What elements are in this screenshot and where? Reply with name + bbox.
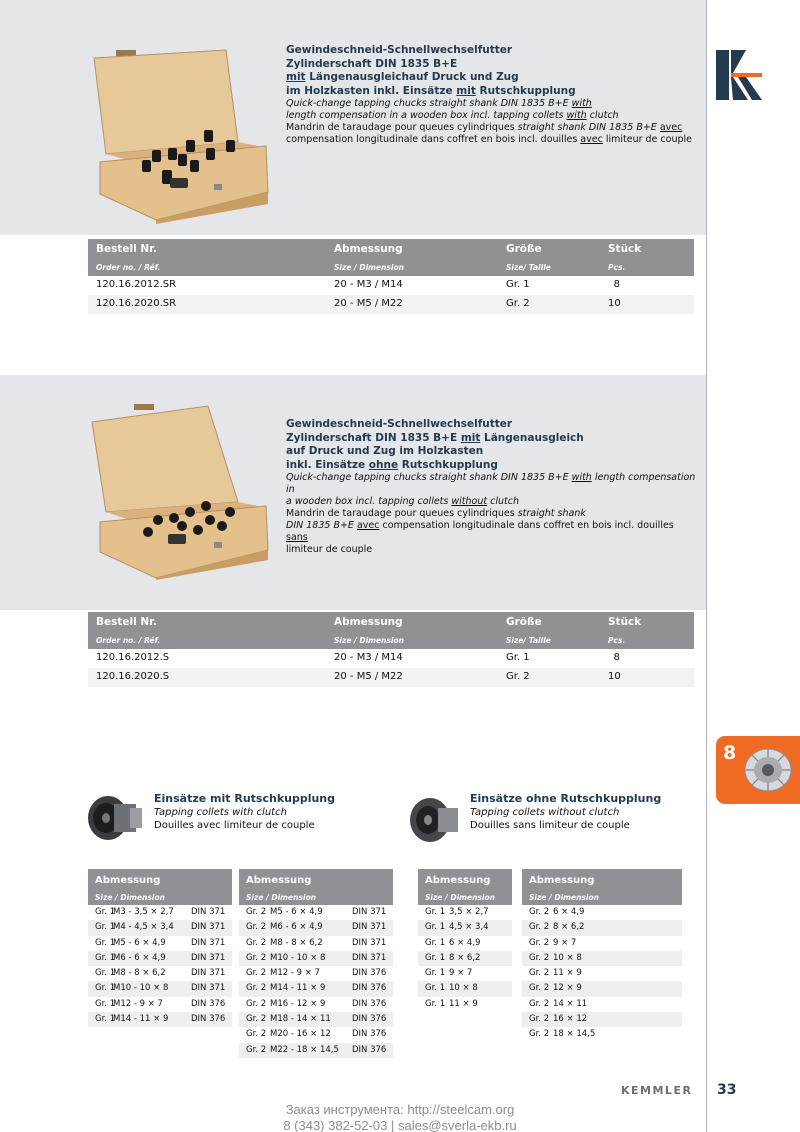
size-group: Gr. 2 bbox=[506, 298, 530, 309]
subheader-dimension: Size / Dimension bbox=[425, 893, 495, 902]
wooden-box-with-clutch-image bbox=[86, 44, 272, 224]
din-standard: DIN 376 bbox=[352, 983, 387, 994]
dimension: 10 × 8 bbox=[553, 952, 582, 963]
din-standard: DIN 371 bbox=[191, 922, 226, 933]
subheader-dimension: Size / Dimension bbox=[334, 263, 404, 272]
product2-title-mit: mit bbox=[460, 431, 481, 444]
product1-title-line4a: im Holzkasten inkl. Einsätze bbox=[286, 84, 457, 97]
product2-title-line4b: Rutschkupplung bbox=[398, 458, 498, 471]
table-row bbox=[88, 966, 232, 981]
size-group: Gr. 1 bbox=[425, 998, 446, 1009]
product1-en-with: with bbox=[571, 98, 592, 109]
size-group: Gr. 2 bbox=[246, 1044, 267, 1055]
product2-title-line4a: inkl. Einsätze bbox=[286, 458, 369, 471]
order-number: 120.16.2012.SR bbox=[96, 279, 177, 290]
product1-fr-line1-italic: straight shank DIN 1835 B+E bbox=[517, 122, 660, 133]
header-order-no: Bestell Nr. bbox=[96, 243, 157, 255]
dimension: 18 × 14,5 bbox=[553, 1029, 596, 1040]
product1-description bbox=[286, 44, 696, 146]
table-row bbox=[88, 1012, 232, 1027]
product2-fr-avec: avec bbox=[356, 520, 380, 531]
contact-phone-email-line[interactable]: 8 (343) 382-52-03 | sales@sverla-ekb.ru bbox=[283, 1118, 517, 1132]
header-size: Größe bbox=[506, 243, 542, 255]
table-row bbox=[418, 936, 512, 951]
product1-en-line2b: clutch bbox=[586, 110, 619, 121]
dimension: M5 - 6 × 4,9 bbox=[113, 937, 166, 948]
din-standard: DIN 371 bbox=[191, 937, 226, 948]
product2-title-line2b: Längenausgleich bbox=[480, 431, 584, 444]
product1-title-line4-mit: mit bbox=[456, 84, 476, 97]
product2-title-line3: auf Druck und Zug im Holzkasten bbox=[286, 445, 484, 457]
collet-table-header bbox=[418, 869, 512, 905]
product1-en-with2: with bbox=[566, 110, 587, 121]
din-standard: DIN 371 bbox=[191, 968, 226, 979]
size-group: Gr. 2 bbox=[529, 907, 550, 917]
product2-fr-line1-italic: straight shank bbox=[517, 508, 586, 519]
table-row bbox=[522, 1027, 682, 1042]
header-pieces: Stück bbox=[608, 616, 642, 628]
product2-title-line2a: Zylinderschaft DIN 1835 B+E bbox=[286, 431, 461, 444]
size-group: Gr. 2 bbox=[246, 1029, 267, 1040]
product2-en-line1b: length compensation in bbox=[286, 472, 696, 495]
header-dimension: Abmessung bbox=[246, 875, 312, 886]
dimension: 10 × 8 bbox=[449, 983, 478, 994]
header-pieces: Stück bbox=[608, 243, 642, 255]
table-row bbox=[418, 997, 512, 1012]
table-row bbox=[239, 1012, 393, 1027]
dimension: M16 - 12 × 9 bbox=[270, 998, 326, 1009]
table-row bbox=[88, 276, 694, 295]
page-margin-line bbox=[706, 0, 707, 1132]
dimension: M8 - 8 × 6,2 bbox=[270, 937, 323, 948]
contact-order-line[interactable]: Заказ инструмента: http://steelcam.org bbox=[285, 1102, 515, 1117]
collet-icon bbox=[742, 745, 794, 795]
table-row bbox=[522, 920, 682, 935]
collet-table-with-clutch-gr2 bbox=[239, 869, 393, 1058]
dimension: 8 × 6,2 bbox=[553, 922, 585, 933]
collet-table-without-clutch-gr2 bbox=[522, 869, 682, 1043]
dimension: M3 - 3,5 × 2,7 bbox=[113, 907, 174, 917]
table-row bbox=[418, 981, 512, 996]
dimension: 6 × 4,9 bbox=[449, 937, 481, 948]
insert-with-clutch-text bbox=[154, 792, 335, 832]
din-standard: DIN 371 bbox=[191, 907, 226, 917]
header-dimension: Abmessung bbox=[425, 875, 491, 886]
table-row bbox=[239, 920, 393, 935]
subheader-size: Size/ Taille bbox=[506, 636, 551, 645]
table-row bbox=[88, 295, 694, 314]
din-standard: DIN 376 bbox=[191, 998, 226, 1009]
product1-title-line4b: Rutschkupplung bbox=[475, 84, 576, 97]
table-row bbox=[239, 981, 393, 996]
pieces: 8 bbox=[613, 652, 620, 663]
order-number: 120.16.2020.SR bbox=[96, 298, 177, 309]
dimension: M14 - 11 × 9 bbox=[113, 1014, 169, 1025]
product1-title-line1: Gewindeschneid-Schnellwechselfutter bbox=[286, 44, 513, 56]
size-group: Gr. 2 bbox=[529, 983, 550, 994]
size-group: Gr. 2 bbox=[529, 1014, 550, 1025]
product2-fr-line1: Mandrin de taraudage pour queues cylindriques bbox=[286, 508, 518, 519]
size-group: Gr. 2 bbox=[529, 937, 550, 948]
table-row bbox=[88, 997, 232, 1012]
table-row bbox=[418, 951, 512, 966]
dimension: 20 - M3 / M14 bbox=[334, 652, 403, 663]
din-standard: DIN 371 bbox=[352, 937, 387, 948]
product1-title-mit: mit bbox=[286, 71, 306, 83]
kemmler-logo-icon bbox=[716, 50, 762, 100]
product1-en-line1: Quick-change tapping chucks straight shank DIN 1835 B+E bbox=[286, 98, 572, 109]
dimension: 9 × 7 bbox=[449, 968, 473, 979]
dimension: 6 × 4,9 bbox=[553, 907, 585, 917]
dimension: 8 × 6,2 bbox=[449, 952, 481, 963]
size-group: Gr. 2 bbox=[529, 968, 550, 979]
dimension: M12 - 9 × 7 bbox=[113, 998, 163, 1009]
product1-fr-line1: Mandrin de taraudage pour queues cylindriques bbox=[286, 122, 518, 133]
header-dimension: Abmessung bbox=[334, 616, 403, 628]
product1-fr-avec: avec bbox=[659, 122, 683, 133]
product2-en-line2: a wooden box incl. tapping collets bbox=[286, 496, 452, 507]
dimension: 20 - M5 / M22 bbox=[334, 671, 403, 682]
table-row bbox=[522, 1012, 682, 1027]
product2-en-line2b: clutch bbox=[487, 496, 519, 507]
din-standard: DIN 376 bbox=[352, 1029, 387, 1040]
page-number: 33 bbox=[717, 1082, 737, 1098]
dimension: M22 - 18 × 14,5 bbox=[270, 1044, 339, 1055]
dimension: 14 × 11 bbox=[553, 998, 588, 1009]
brand-name: KEMMLER bbox=[621, 1084, 693, 1097]
product2-title-ohne: ohne bbox=[368, 458, 399, 471]
din-standard: DIN 376 bbox=[191, 1014, 226, 1025]
subheader-size: Size/ Taille bbox=[506, 263, 551, 272]
size-group: Gr. 2 bbox=[246, 983, 267, 994]
product1-en-line2: length compensation in a wooden box incl. tapping collets bbox=[286, 110, 567, 121]
din-standard: DIN 376 bbox=[352, 1044, 387, 1055]
dimension: 20 - M3 / M14 bbox=[334, 279, 403, 290]
insert-with-title: Einsätze mit Rutschkupplung bbox=[154, 792, 336, 805]
size-group: Gr. 1 bbox=[95, 983, 116, 994]
header-order-no: Bestell Nr. bbox=[96, 616, 157, 628]
header-size: Größe bbox=[506, 616, 542, 628]
table-row bbox=[239, 951, 393, 966]
table-row bbox=[239, 905, 393, 920]
size-group: Gr. 1 bbox=[95, 952, 116, 963]
table-row bbox=[522, 951, 682, 966]
insert-without-title: Einsätze ohne Rutschkupplung bbox=[470, 792, 662, 805]
table-row bbox=[522, 997, 682, 1012]
table-row bbox=[88, 981, 232, 996]
table-row bbox=[239, 936, 393, 951]
table-row bbox=[239, 997, 393, 1012]
din-standard: DIN 371 bbox=[191, 983, 226, 994]
dimension: M10 - 10 × 8 bbox=[113, 983, 169, 994]
table-row bbox=[88, 905, 232, 920]
table-row bbox=[522, 981, 682, 996]
dimension: M6 - 6 × 4,9 bbox=[270, 922, 323, 933]
table-row bbox=[522, 936, 682, 951]
insert-with-en: Tapping collets with clutch bbox=[154, 807, 287, 818]
din-standard: DIN 371 bbox=[352, 952, 387, 963]
din-standard: DIN 376 bbox=[352, 968, 387, 979]
collet-table-header bbox=[522, 869, 682, 905]
din-standard: DIN 376 bbox=[352, 1014, 387, 1025]
collet-without-clutch-image bbox=[408, 794, 466, 846]
dimension: M5 - 6 × 4,9 bbox=[270, 907, 323, 917]
size-group: Gr. 1 bbox=[425, 937, 446, 948]
size-group: Gr. 1 bbox=[425, 907, 446, 917]
size-group: Gr. 2 bbox=[246, 922, 267, 933]
product2-title-line1: Gewindeschneid-Schnellwechselfutter bbox=[286, 418, 513, 430]
product1-fr-avec2: avec bbox=[580, 134, 603, 145]
dimension: 12 × 9 bbox=[553, 983, 582, 994]
table-row bbox=[418, 920, 512, 935]
product2-en-line1: Quick-change tapping chucks straight shank DIN 1835 B+E bbox=[286, 472, 572, 483]
collet-table-without-clutch-gr1 bbox=[418, 869, 512, 1012]
table-row bbox=[88, 936, 232, 951]
product2-en-without: without bbox=[451, 496, 488, 507]
size-group: Gr. 1 bbox=[506, 279, 530, 290]
header-dimension: Abmessung bbox=[334, 243, 403, 255]
subheader-dimension: Size / Dimension bbox=[95, 893, 165, 902]
size-group: Gr. 1 bbox=[425, 922, 446, 933]
pieces: 8 bbox=[613, 279, 620, 290]
subheader-order-no: Order no. / Réf. bbox=[96, 636, 161, 645]
product1-fr-line2: compensation longitudinale dans coffret en bois incl. douilles bbox=[286, 134, 581, 145]
product1-fr-line2b: limiteur de couple bbox=[602, 134, 692, 145]
product2-fr-line2-italic: DIN 1835 B+E bbox=[286, 520, 357, 531]
product2-fr-line2b: compensation longitudinale dans coffret en bois incl. douilles bbox=[379, 520, 674, 531]
size-group: Gr. 1 bbox=[95, 937, 116, 948]
collet-table-header bbox=[239, 869, 393, 905]
header-dimension: Abmessung bbox=[95, 875, 161, 886]
subheader-dimension: Size / Dimension bbox=[246, 893, 316, 902]
table-row bbox=[418, 905, 512, 920]
pieces: 10 bbox=[608, 298, 621, 309]
dimension: M14 - 11 × 9 bbox=[270, 983, 326, 994]
size-group: Gr. 2 bbox=[246, 952, 267, 963]
size-group: Gr. 2 bbox=[246, 998, 267, 1009]
size-group: Gr. 2 bbox=[529, 922, 550, 933]
wooden-box-without-clutch-image bbox=[86, 400, 272, 580]
product2-fr-line3: limiteur de couple bbox=[286, 544, 373, 555]
dimension: M10 - 10 × 8 bbox=[270, 952, 326, 963]
dimension: 16 × 12 bbox=[553, 1014, 588, 1025]
table-row bbox=[88, 951, 232, 966]
product2-en-with: with bbox=[571, 472, 592, 483]
subheader-pieces: Pcs. bbox=[608, 263, 626, 272]
size-group: Gr. 2 bbox=[246, 968, 267, 979]
pieces: 10 bbox=[608, 671, 621, 682]
insert-without-clutch-text bbox=[470, 792, 661, 832]
dimension: M8 - 8 × 6,2 bbox=[113, 968, 166, 979]
din-standard: DIN 371 bbox=[352, 922, 387, 933]
insert-without-en: Tapping collets without clutch bbox=[470, 807, 620, 818]
table-row bbox=[239, 966, 393, 981]
subheader-order-no: Order no. / Réf. bbox=[96, 263, 161, 272]
order-table-header bbox=[88, 612, 694, 649]
collet-with-clutch-image bbox=[86, 792, 146, 844]
collet-table-with-clutch-gr1 bbox=[88, 869, 232, 1027]
table-row bbox=[88, 668, 694, 687]
header-dimension: Abmessung bbox=[529, 875, 595, 886]
table-row bbox=[522, 966, 682, 981]
din-standard: DIN 376 bbox=[352, 998, 387, 1009]
table-row bbox=[239, 1043, 393, 1058]
order-number: 120.16.2012.S bbox=[96, 652, 170, 663]
dimension: M20 - 16 × 12 bbox=[270, 1029, 331, 1040]
din-standard: DIN 371 bbox=[352, 907, 387, 917]
dimension: M4 - 4,5 × 3,4 bbox=[113, 922, 174, 933]
collet-table-header bbox=[88, 869, 232, 905]
product2-fr-sans: sans bbox=[286, 532, 308, 543]
size-group: Gr. 2 bbox=[529, 1029, 550, 1040]
product1-title-line2: Zylinderschaft DIN 1835 B+E bbox=[286, 57, 458, 70]
order-number: 120.16.2020.S bbox=[96, 671, 170, 682]
dimension: 20 - M5 / M22 bbox=[334, 298, 403, 309]
din-standard: DIN 371 bbox=[191, 952, 226, 963]
subheader-dimension: Size / Dimension bbox=[529, 893, 599, 902]
size-group: Gr. 1 bbox=[425, 968, 446, 979]
dimension: M6 - 6 × 4,9 bbox=[113, 952, 166, 963]
dimension: 3,5 × 2,7 bbox=[449, 907, 489, 917]
chapter-number: 8 bbox=[723, 742, 737, 764]
size-group: Gr. 2 bbox=[529, 952, 550, 963]
size-group: Gr. 1 bbox=[95, 998, 116, 1009]
product1-title-line3: Längenausgleichauf Druck und Zug bbox=[305, 71, 519, 83]
dimension: 9 × 7 bbox=[553, 937, 577, 948]
size-group: Gr. 2 bbox=[246, 907, 267, 917]
subheader-dimension: Size / Dimension bbox=[334, 636, 404, 645]
table-row bbox=[88, 649, 694, 668]
table-row bbox=[88, 920, 232, 935]
insert-with-fr: Douilles avec limiteur de couple bbox=[154, 820, 315, 831]
size-group: Gr. 1 bbox=[95, 907, 116, 917]
size-group: Gr. 2 bbox=[246, 937, 267, 948]
table-row bbox=[522, 905, 682, 920]
chapter-tab[interactable] bbox=[716, 736, 800, 804]
size-group: Gr. 2 bbox=[506, 671, 530, 682]
dimension: M12 - 9 × 7 bbox=[270, 968, 320, 979]
insert-without-fr: Douilles sans limiteur de couple bbox=[470, 820, 630, 831]
order-table-header bbox=[88, 239, 694, 276]
subheader-pieces: Pcs. bbox=[608, 636, 626, 645]
size-group: Gr. 1 bbox=[506, 652, 530, 663]
size-group: Gr. 1 bbox=[95, 968, 116, 979]
size-group: Gr. 1 bbox=[95, 1014, 116, 1025]
size-group: Gr. 1 bbox=[95, 922, 116, 933]
dimension: M18 - 14 × 11 bbox=[270, 1014, 331, 1025]
dimension: 11 × 9 bbox=[449, 998, 478, 1009]
table-row bbox=[418, 966, 512, 981]
product2-description bbox=[286, 418, 696, 556]
dimension: 4,5 × 3,4 bbox=[449, 922, 489, 933]
order-table-1 bbox=[88, 239, 694, 314]
order-table-2 bbox=[88, 612, 694, 687]
size-group: Gr. 2 bbox=[246, 1014, 267, 1025]
size-group: Gr. 1 bbox=[425, 952, 446, 963]
size-group: Gr. 2 bbox=[529, 998, 550, 1009]
dimension: 11 × 9 bbox=[553, 968, 582, 979]
size-group: Gr. 1 bbox=[425, 983, 446, 994]
table-row bbox=[239, 1027, 393, 1042]
